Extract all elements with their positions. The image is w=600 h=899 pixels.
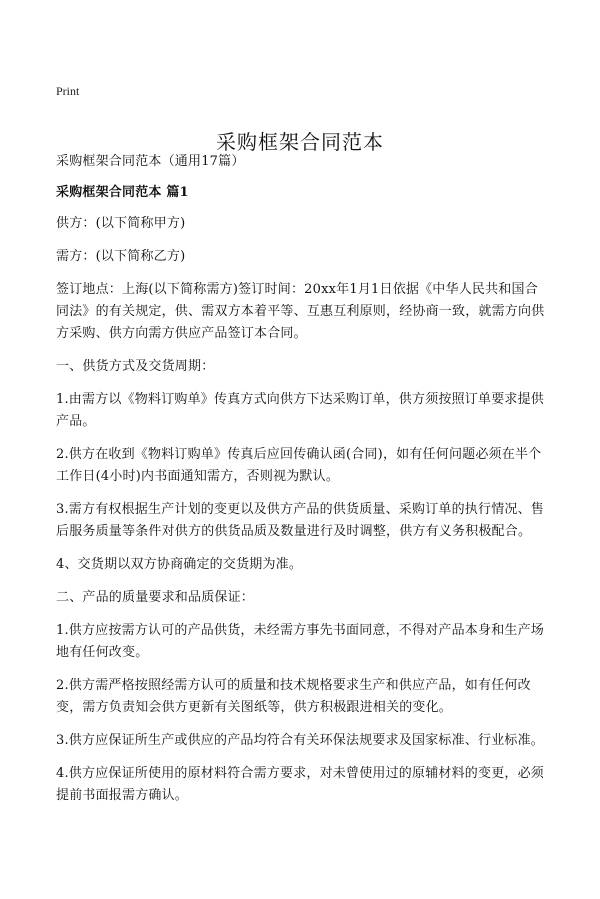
- paragraph-clause-2-4: 4.供方应保证所使用的原材料符合需方要求，对未曾使用过的原辅材料的变更，必须提前书面报需方确认。: [56, 766, 545, 803]
- section-heading: 采购框架合同范本 篇1: [56, 185, 189, 200]
- print-label: Print: [56, 84, 80, 98]
- paragraph-signing-info: 签订地点：上海(以下简称需方)签订时间：20xx年1月1日依据《中华人民共和国合同法》的有关规定，供、需双方本着平等、互惠互利原则，经协商一致，就需方向供方采购、供方向需方供应产品签订本合同。: [56, 282, 545, 341]
- paragraph-clause-1-2: 2.供方在收到《物料订购单》传真后应回传确认函(合同)，如有任何问题必须在半个工作日(4小时)内书面通知需方，否则视为默认。: [56, 447, 542, 484]
- paragraph-clause-2-3: 3.供方应保证所生产或供应的产品均符合有关环保法规要求及国家标准、行业标准。: [56, 733, 545, 748]
- paragraph-clause-1-1: 1.由需方以《物料订购单》传真方式向供方下达采购订单，供方须按照订单要求提供产品。: [56, 392, 545, 429]
- paragraph-clause-2-2: 2.供方需严格按照经需方认可的质量和技术规格要求生产和供应产品，如有任何改变，需方负责知会供方更新有关图纸等，供方积极跟进相关的变化。: [56, 678, 531, 715]
- document-title: 采购框架合同范本: [216, 130, 384, 155]
- paragraph-supplier: 供方：(以下简称甲方): [56, 216, 186, 231]
- paragraph-section-two-heading: 二、产品的质量要求和品质保证：: [56, 590, 255, 605]
- paragraph-section-one-heading: 一、供货方式及交货周期：: [56, 359, 215, 374]
- paragraph-clause-1-3: 3.需方有权根据生产计划的变更以及供方产品的供货质量、采购订单的执行情况、售后服务质量等条件对供方的供货品质及数量进行及时调整，供方有义务积极配合。: [56, 502, 545, 539]
- document-body: [56, 151, 548, 818]
- document-subtitle: 采购框架合同范本（通用17篇）: [56, 154, 245, 169]
- paragraph-clause-2-1: 1.供方应按需方认可的产品供货，未经需方事先书面同意，不得对产品本身和生产场地有任何改变。: [56, 623, 545, 660]
- paragraph-buyer: 需方：(以下简称乙方): [56, 249, 186, 264]
- paragraph-clause-1-4: 4、交货期以双方协商确定的交货期为准。: [56, 557, 303, 572]
